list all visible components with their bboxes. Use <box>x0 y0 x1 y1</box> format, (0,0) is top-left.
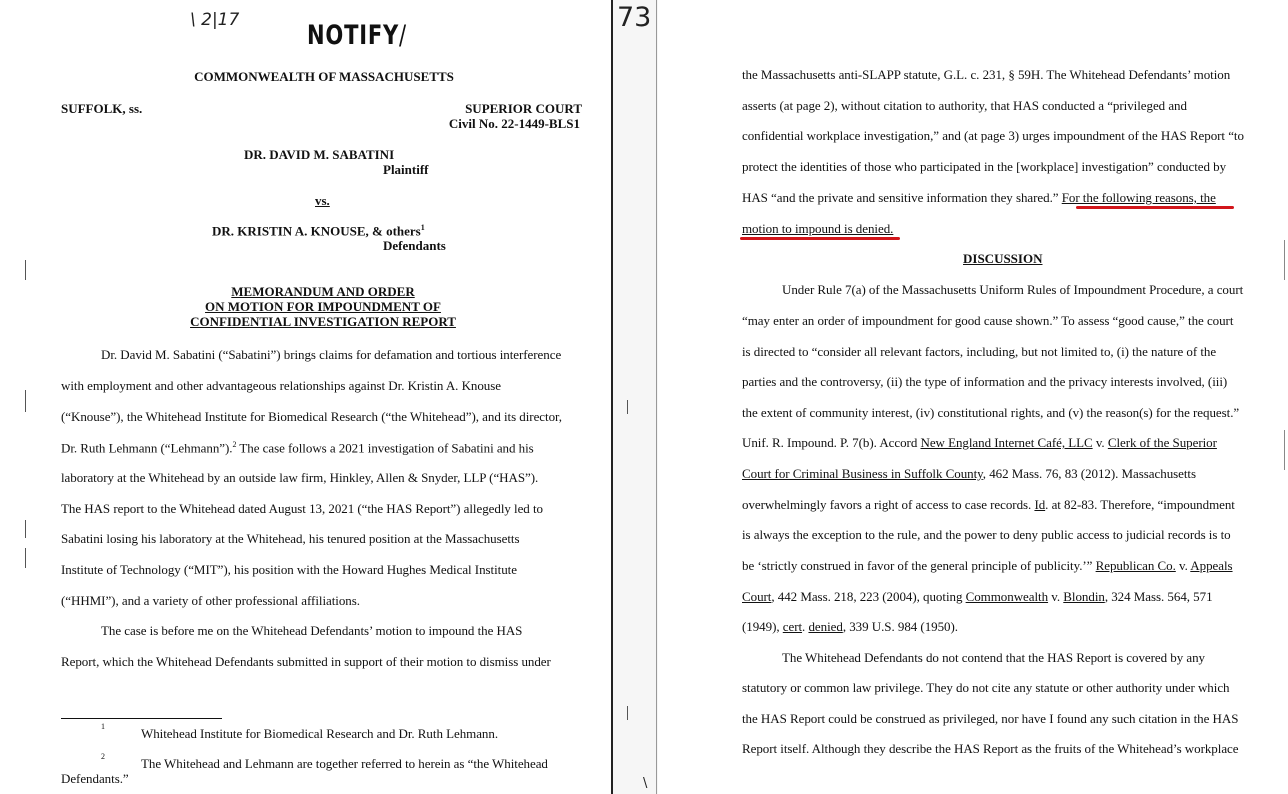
discussion-line: is directed to “consider all relevant factors, including, but not limited to, (i) the nature of the <box>742 344 1217 359</box>
title-line-3: CONFIDENTIAL INVESTIGATION REPORT <box>190 314 456 329</box>
handwritten-bottom-mark: \ <box>643 776 648 791</box>
para-line: the Massachusetts anti-SLAPP statute, G.L. c. 231, § 59H. The Whitehead Defendants’ motion <box>742 67 1231 82</box>
citation-line: Court for Criminal Business in Suffolk County, 462 Mass. 76, 83 (2012). Massachusetts <box>742 466 1197 481</box>
citation-line: (1949), cert. denied, 339 U.S. 984 (1950). <box>742 619 958 634</box>
para-line: confidential workplace investigation,” and (at page 3) urges impoundment of the HAS Report “to <box>742 128 1244 143</box>
closing-line: The Whitehead Defendants do not contend that the HAS Report is covered by any <box>782 650 1205 665</box>
title-line-2: ON MOTION FOR IMPOUNDMENT OF <box>205 299 441 314</box>
scan-speck <box>1284 240 1285 280</box>
para-line: asserts (at page 2), without citation to authority, that HAS conducted a “privileged and <box>742 98 1187 113</box>
para1-line: with employment and other advantageous relationships against Dr. Kristin A. Knouse <box>61 378 501 393</box>
court-name: SUPERIOR COURT <box>465 101 582 116</box>
notify-stamp: NOTIFY/ <box>307 20 407 51</box>
para1-line: (“Knouse”), the Whitehead Institute for Biomedical Research (“the Whitehead”), and its director, <box>61 409 563 424</box>
discussion-line: the extent of community interest, (iv) constitutional rights, and (v) the reason(s) for the request.” <box>742 405 1240 420</box>
defendant-label: Defendants <box>383 238 446 253</box>
left-document-page <box>0 0 610 794</box>
scan-speck <box>627 400 628 414</box>
page-divider-left <box>611 0 613 794</box>
versus: vs. <box>315 193 330 208</box>
para-line: HAS “and the private and sensitive information they shared.” For the following reasons, the <box>742 190 1216 205</box>
civil-number: Civil No. 22-1449-BLS1 <box>448 116 580 131</box>
closing-line: Report itself. Although they describe the HAS Report as the fruits of the Whitehead’s workplace <box>742 741 1239 756</box>
scan-speck <box>25 548 26 568</box>
scan-speck <box>25 520 26 538</box>
footnote-2-continued: Defendants.” <box>61 771 129 786</box>
discussion-heading: DISCUSSION <box>963 251 1043 266</box>
para-line: protect the identities of those who participated in the [workplace] investigation” conducted by <box>742 159 1227 174</box>
highlighted-holding-part-2: motion to impound is denied. <box>742 221 894 236</box>
discussion-line: “may enter an order of impoundment for good cause shown.” To assess “good cause,” the court <box>742 313 1234 328</box>
defendant-name: DR. KRISTIN A. KNOUSE, & others$^1$ <box>212 223 425 239</box>
footnote-2-text: The Whitehead and Lehmann are together referred to herein as “the Whitehead <box>141 756 548 771</box>
citation-line: is always the exception to the rule, and the power to deny public access to judicial records is to <box>742 527 1231 542</box>
footnote-rule <box>61 718 222 719</box>
highlighted-holding-part-1: For the following reasons, the <box>1061 190 1216 205</box>
para2-line: Report, which the Whitehead Defendants submitted in support of their motion to dismiss under <box>61 654 551 669</box>
footnote-ref-2: 2 <box>232 440 237 449</box>
handwritten-date-note: \ 2|17 <box>190 10 240 30</box>
citation-line: Unif. R. Impound. P. 7(b). Accord New England Internet Café, LLC v. Clerk of the Superior <box>742 435 1217 450</box>
red-highlight-underline <box>740 237 900 240</box>
court-header: COMMONWEALTH OF MASSACHUSETTS <box>194 69 454 84</box>
footnote-1-number: 1 <box>101 722 105 731</box>
page-divider-right <box>656 0 657 794</box>
para1-line: Sabatini losing his laboratory at the Whitehead, his tenured position at the Massachusetts <box>61 531 520 546</box>
discussion-line: parties and the controversy, (ii) the type of information and the privacy interests involved, (iii) <box>742 374 1228 389</box>
right-document-page <box>658 0 1288 794</box>
page-gap <box>612 0 658 794</box>
title-line-1: MEMORANDUM AND ORDER <box>231 284 415 299</box>
closing-line: statutory or common law privilege. They do not cite any statute or other authority under which <box>742 680 1230 695</box>
plaintiff-name: DR. DAVID M. SABATINI <box>244 147 395 162</box>
para1-line: Dr. David M. Sabatini (“Sabatini”) brings claims for defamation and tortious interference <box>101 347 562 362</box>
closing-line: the HAS Report could be construed as privileged, nor have I found any such citation in the HAS <box>742 711 1239 726</box>
para1-line: The HAS report to the Whitehead dated August 13, 2021 (“the HAS Report”) allegedly led to <box>61 501 543 516</box>
citation-line: overwhelmingly favors a right of access to case records. Id. at 82-83. Therefore, “impoundment <box>742 497 1235 512</box>
footnote-ref-1: 1 <box>420 223 425 232</box>
para1-line: (“HHMI”), and a variety of other professional affiliations. <box>61 593 360 608</box>
discussion-line: Under Rule 7(a) of the Massachusetts Uniform Rules of Impoundment Procedure, a court <box>782 282 1244 297</box>
plaintiff-label: Plaintiff <box>383 162 429 177</box>
footnote-2-number: 2 <box>101 752 105 761</box>
para1-line: Institute of Technology (“MIT”), his position with the Howard Hughes Medical Institute <box>61 562 517 577</box>
scan-speck <box>1284 430 1285 470</box>
para2-line: The case is before me on the Whitehead Defendants’ motion to impound the HAS <box>101 623 523 638</box>
scan-speck <box>627 706 628 720</box>
citation-line: Court, 442 Mass. 218, 223 (2004), quoting Commonwealth v. Blondin, 324 Mass. 564, 571 <box>742 589 1213 604</box>
para1-line: laboratory at the Whitehead by an outside law firm, Hinkley, Allen & Snyder, LLP (“HAS”). <box>61 470 539 485</box>
footnote-1-text: Whitehead Institute for Biomedical Research and Dr. Ruth Lehmann. <box>141 726 499 741</box>
scan-speck <box>25 260 26 280</box>
para1-line: Dr. Ruth Lehmann (“Lehmann”).$^2$ The case follows a 2021 investigation of Sabatini and his <box>61 440 534 456</box>
red-highlight-underline <box>1076 206 1234 209</box>
county: SUFFOLK, ss. <box>61 101 143 116</box>
handwritten-page-mark: 73 <box>617 2 652 33</box>
citation-line: be ‘strictly construed in favor of the general principle of publicity.’” Republican Co. v. Appeals <box>742 558 1233 573</box>
scan-speck <box>25 390 26 412</box>
